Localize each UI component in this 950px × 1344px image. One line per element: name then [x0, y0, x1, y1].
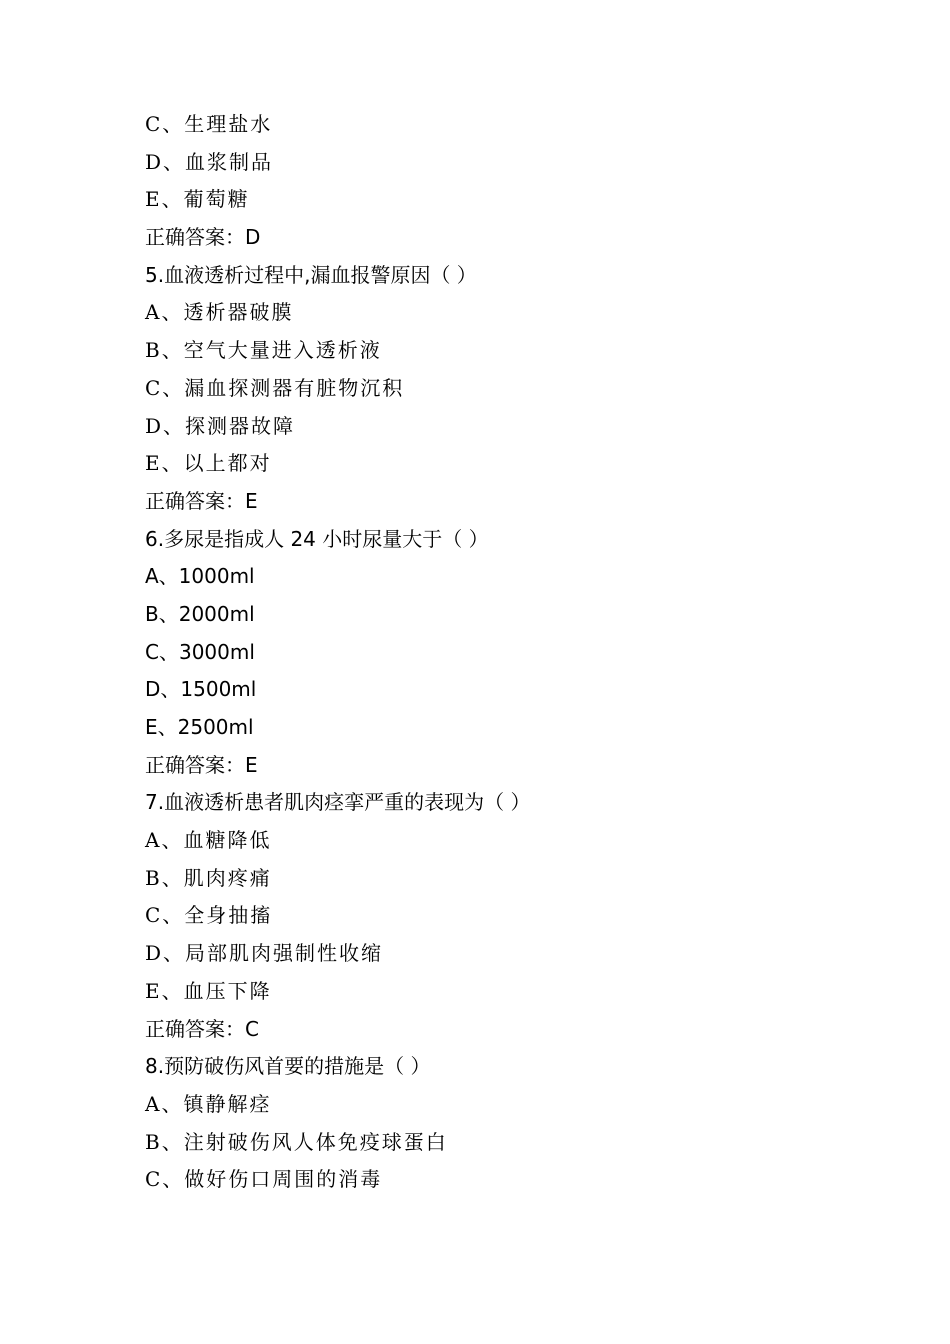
- question-6-title: 6.多尿是指成人 24 小时尿量大于（ ）: [145, 526, 489, 551]
- option-b-line: B、肌肉疼痛: [145, 865, 272, 890]
- option-a-line: A、镇静解痉: [145, 1091, 272, 1116]
- option-b-line: B、注射破伤风人体免疫球蛋白: [145, 1129, 448, 1154]
- option-e-line: E、2500ml: [145, 715, 254, 739]
- correct-answer-line: 正确答案：D: [145, 225, 261, 250]
- correct-answer-line: 正确答案：E: [145, 752, 258, 777]
- option-e-line: E、血压下降: [145, 978, 272, 1003]
- correct-answer-line: 正确答案：E: [145, 488, 258, 513]
- option-e-line: E、葡萄糖: [145, 187, 250, 212]
- option-e-line: E、以上都对: [145, 451, 272, 476]
- option-c-line: C、全身抽搐: [145, 903, 273, 928]
- option-c-line: C、3000ml: [145, 639, 255, 664]
- option-d-line: D、探测器故障: [145, 413, 296, 438]
- option-c-line: C、做好伤口周围的消毒: [145, 1167, 383, 1192]
- option-d-line: D、血浆制品: [145, 149, 274, 174]
- option-d-line: D、1500ml: [145, 677, 257, 702]
- option-b-line: B、2000ml: [145, 601, 255, 626]
- option-a-line: A、血糖降低: [145, 828, 272, 853]
- correct-answer-line: 正确答案：C: [145, 1016, 259, 1041]
- option-a-line: A、透析器破膜: [145, 300, 294, 325]
- option-a-line: A、1000ml: [145, 564, 255, 589]
- question-list: [145, 106, 905, 1199]
- option-d-line: D、局部肌肉强制性收缩: [145, 941, 384, 966]
- question-5-title: 5.血液透析过程中,漏血报警原因（ ）: [145, 262, 477, 287]
- question-7-title: 7.血液透析患者肌肉痉挛严重的表现为（ ）: [145, 790, 531, 815]
- option-c-line: C、漏血探测器有脏物沉积: [145, 375, 405, 400]
- option-b-line: B、空气大量进入透析液: [145, 338, 382, 363]
- option-c-line: C、生理盐水: [145, 112, 273, 136]
- question-8-title: 8.预防破伤风首要的措施是（ ）: [145, 1054, 431, 1079]
